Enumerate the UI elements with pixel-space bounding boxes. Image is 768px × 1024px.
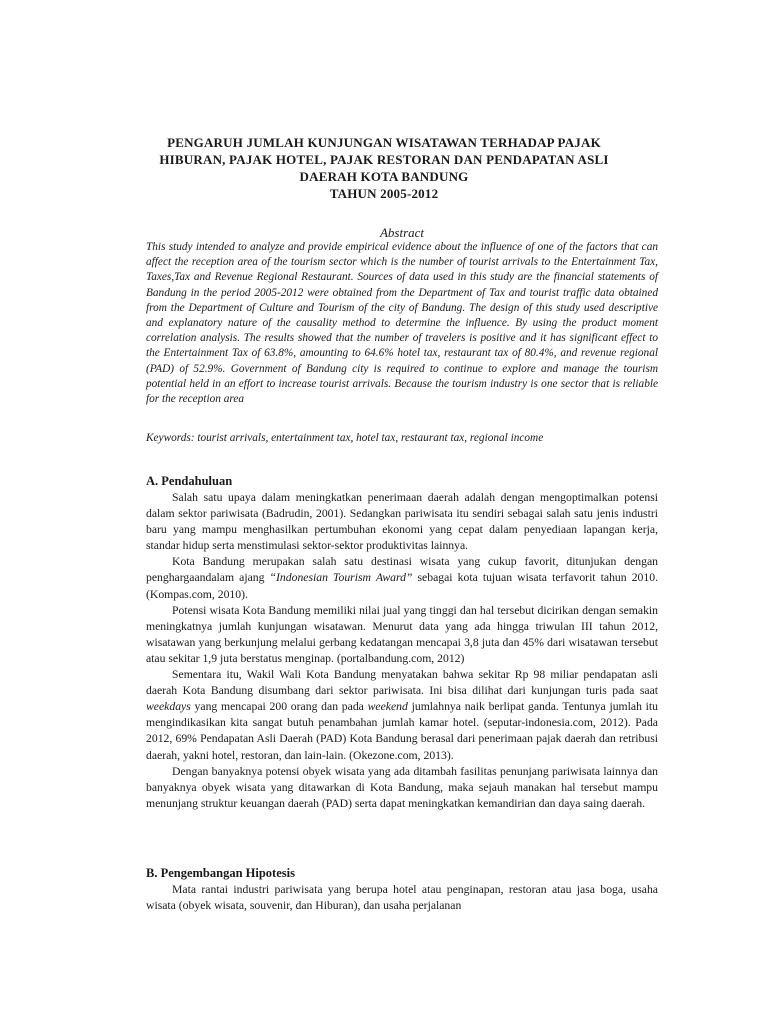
section-a-heading: A. Pendahuluan — [146, 474, 233, 488]
abstract-heading: Abstract — [379, 225, 425, 240]
section-b-heading: B. Pengembangan Hipotesis — [146, 866, 295, 880]
paragraph-text: Sementara itu, Wakil Wali Kota Bandung menyatakan bahwa sekitar Rp 98 miliar pendapatan asli daerah Kota Bandung disumbang dari sektor pariwisata. Ini bisa dilihat dari kunjungan turis pada saat — [146, 668, 658, 698]
title-line-1: PENGARUH JUMLAH KUNJUNGAN WISATAWAN TERHADAP PAJAK — [167, 135, 601, 150]
section-b-body — [146, 882, 658, 914]
keywords-text: tourist arrivals, entertainment tax, hotel tax, restaurant tax, regional income — [197, 432, 544, 444]
title-line-4: TAHUN 2005-2012 — [329, 186, 439, 201]
award-name: “Indonesian Tourism Award” — [269, 571, 413, 585]
paragraph-text: Kota Bandung merupakan salah satu destinasi wisata yang cukup favorit, ditunjukan dengan penghargaandalam ajang — [146, 555, 658, 585]
emphasis-weekend: weekend — [367, 700, 408, 714]
paragraph-text: sebagai kota tujuan wisata terfavorit tahun 2010. (Kompas.com, 2010). — [146, 571, 658, 601]
emphasis-weekdays: weekdays — [146, 700, 191, 714]
paragraph-text: yang mencapai 200 orang dan pada — [190, 700, 368, 714]
keywords — [146, 431, 658, 446]
section-b-paragraph-1: Mata rantai industri pariwisata yang berupa hotel atau penginapan, restoran atau jasa boga, usaha wisata (obyek wisata, souvenir, dan Hiburan), dan usaha perjalanan — [146, 883, 658, 913]
abstract-text: This study intended to analyze and provide empirical evidence about the influence of one of the factors that can affect the reception area of the tourism sector which is the number of tourist arrivals to the Entertainment Tax, Taxes,Tax and Revenue Regional Restaurant. Sources of data used in this study are the financial statements of Bandung in the period 2005-2012 were obtained from the Department of Tax and tourist traffic data obtained from the Department of Culture and Tourism of the city of Bandung. The design of this study used descriptive and explanatory nature of the causality method to determine the influence. By using the product moment correlation analysis. The results showed that the number of travelers is positive and it has significant effect to the Entertainment Tax of 63.8%, amounting to 64.6% hotel tax, restaurant tax of 80.4%, and revenue regional (PAD) of 52.9%. Government of Bandung city is required to continue to explore and manage the tourism potential held in an effort to increase tourist arrivals. Because the tourism industry is one sector that is reliable for the reception area — [146, 241, 658, 406]
section-a-paragraph-3: Potensi wisata Kota Bandung memiliki nilai jual yang tinggi dan hal tersebut dicirikan dengan semakin meningkatnya jumlah kunjungan wisatawan. Menurut data yang ada hingga triwulan III tahun 2012, wisatawan yang berkunjung melalui gerbang kedatangan mencapai 3,8 juta dan 45% dari wisatawan tersebut atau sekitar 1,9 juta berstatus menginap. (portalbandung.com, 2012) — [146, 603, 658, 665]
section-a-paragraph-2 — [146, 554, 658, 602]
section-a-paragraph-4 — [146, 667, 658, 764]
title-line-3: DAERAH KOTA BANDUNG — [299, 169, 469, 184]
section-a-paragraph-5: Dengan banyaknya potensi obyek wisata yang ada ditambah fasilitas penunjang pariwisata lainnya dan banyaknya obyek wisata yang ditawarkan di Kota Bandung, maka sejauh manakan hal tersebut mampu menunjang struktur keuangan daerah (PAD) serta dapat meningkatkan kemandirian dan daya saing daerah. — [146, 764, 658, 810]
title-line-2: HIBURAN, PAJAK HOTEL, PAJAK RESTORAN DAN PENDAPATAN ASLI — [159, 152, 609, 167]
keywords-label: Keywords: — [146, 432, 195, 444]
section-a-body — [146, 490, 658, 812]
paragraph-text: jumlahnya naik berlipat ganda. Tentunya jumlah itu mengindikasikan kita sangat butuh penambahan jumlah kamar hotel. (seputar-indonesia.com, 2012). Pada 2012, 69% Pendapatan Asli Daerah (PAD) Kota Bandung berasal dari penerimaan pajak daerah dan retribusi daerah, yakni hotel, restoran, dan lain-lain. (Okezone.com, 2013). — [146, 700, 659, 762]
paper-title — [120, 134, 648, 202]
section-a-paragraph-1: Salah satu upaya dalam meningkatkan penerimaan daerah adalah dengan mengoptimalkan potensi dalam sektor pariwisata (Badrudin, 2001). Sedangkan pariwisata itu sendiri sebagai salah satu jenis industri baru yang mampu menghasilkan pertumbuhan ekonomi yang cepat dalam penyediaan lapangan kerja, standar hidup serta menstimulasi sektor-sektor produktivitas lainnya. — [146, 491, 658, 553]
